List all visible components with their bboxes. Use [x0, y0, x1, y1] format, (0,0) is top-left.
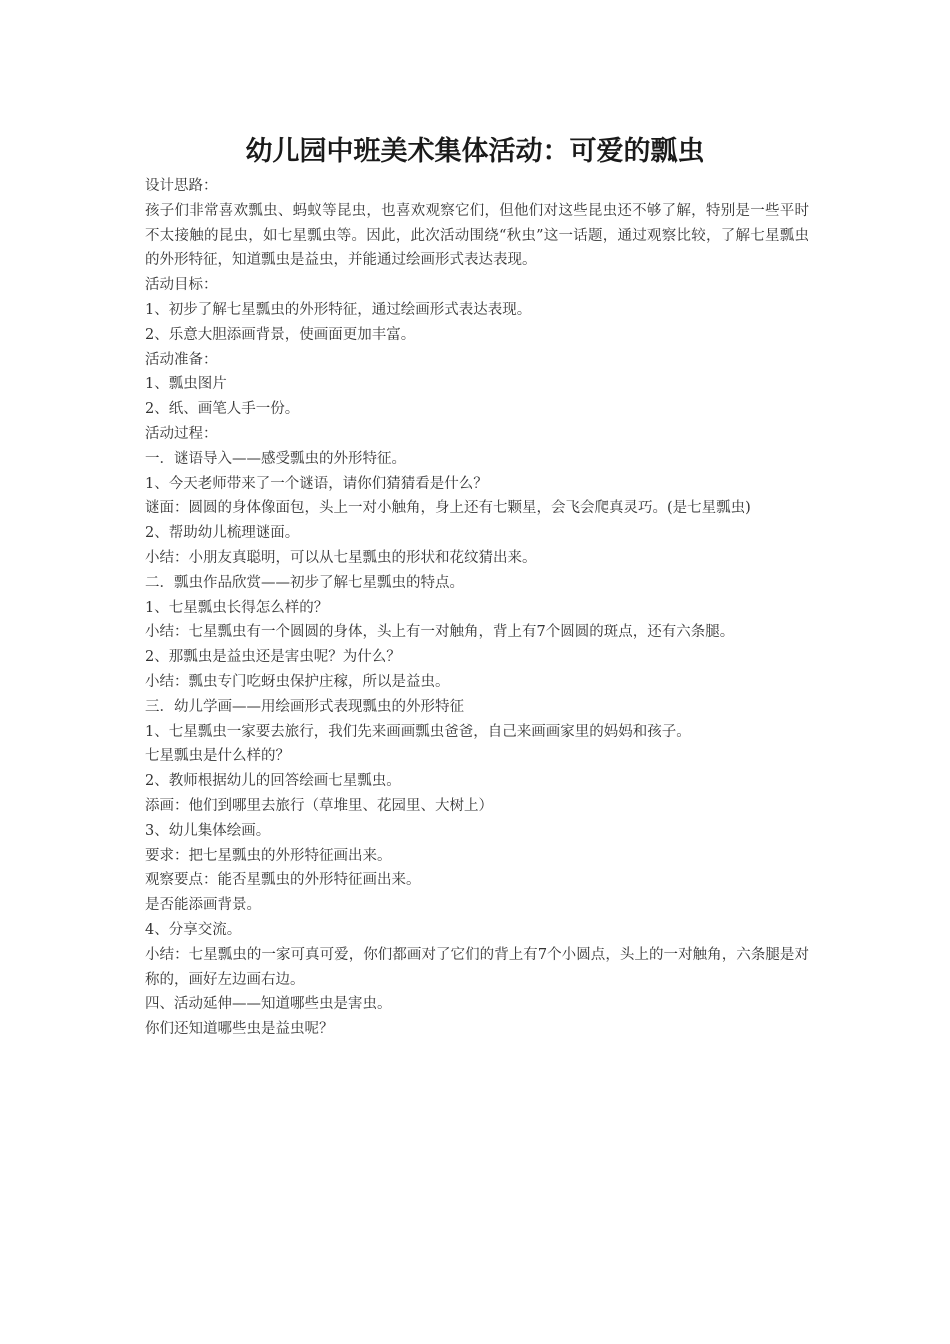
paragraph: 是否能添画背景。	[145, 897, 261, 914]
paragraph: 3、幼儿集体绘画。	[145, 822, 271, 839]
paragraph: 谜面：圆圆的身体像面包，头上一对小触角，身上还有七颗星，会飞会爬真灵巧。(是七星瓢虫)	[145, 500, 751, 517]
paragraph: 设计思路：	[145, 178, 218, 194]
paragraph: 2、帮助幼儿梳理谜面。	[145, 525, 300, 542]
paragraph: 你们还知道哪些虫是益虫呢？	[145, 1021, 334, 1038]
paragraph: 孩子们非常喜欢瓢虫、蚂蚁等昆虫，也喜欢观察它们，但他们对这些昆虫还不够了解，特别是一些平时不太接触的昆虫，如七星瓢虫等。因此，此次活动围绕“秋虫”这一话题，通过观察比较，了解七星瓢虫的外形特征，知道瓢虫是益虫，并能通过绘画形式表达表现。	[145, 202, 809, 269]
paragraph: 2、纸、画笔人手一份。	[145, 401, 300, 418]
paragraph: 添画：他们到哪里去旅行（草堆里、花园里、大树上）	[145, 797, 493, 814]
paragraph: 小结：小朋友真聪明，可以从七星瓢虫的形状和花纹猜出来。	[145, 549, 537, 566]
paragraph: 要求：把七星瓢虫的外形特征画出来。	[145, 847, 392, 864]
paragraph: 观察要点：能否星瓢虫的外形特征画出来。	[145, 872, 421, 889]
paragraph: 活动过程：	[145, 425, 218, 442]
paragraph: 4、分享交流。	[145, 921, 242, 938]
paragraph: 2、教师根据幼儿的回答绘画七星瓢虫。	[145, 773, 401, 790]
paragraph: 小结：七星瓢虫有一个圆圆的身体，头上有一对触角，背上有7个圆圆的斑点，还有六条腿。	[145, 624, 735, 641]
paragraph: 活动目标：	[145, 277, 218, 294]
paragraph: 一．谜语导入——感受瓢虫的外形特征。	[145, 450, 406, 467]
document-title: 幼儿园中班美术集体活动：可爱的瓢虫	[245, 136, 705, 167]
paragraph: 二．瓢虫作品欣赏——初步了解七星瓢虫的特点。	[145, 574, 464, 591]
paragraph: 活动准备：	[145, 351, 218, 368]
paragraph: 1、初步了解七星瓢虫的外形特征，通过绘画形式表达表现。	[145, 301, 532, 318]
document-body	[145, 174, 809, 1042]
paragraph: 1、七星瓢虫长得怎么样的？	[145, 599, 329, 616]
paragraph: 小结：瓢虫专门吃蚜虫保护庄稼，所以是益虫。	[145, 673, 450, 690]
paragraph: 1、瓢虫图片	[145, 376, 227, 393]
paragraph: 小结：七星瓢虫的一家可真可爱，你们都画对了它们的背上有7个小圆点，头上的一对触角，六条腿是对称的，画好左边画右边。	[145, 946, 809, 988]
paragraph: 2、乐意大胆添画背景，使画面更加丰富。	[145, 326, 416, 343]
paragraph: 七星瓢虫是什么样的？	[145, 748, 290, 765]
paragraph: 1、七星瓢虫一家要去旅行，我们先来画画瓢虫爸爸，自己来画画家里的妈妈和孩子。	[145, 723, 691, 740]
paragraph: 三．幼儿学画——用绘画形式表现瓢虫的外形特征	[145, 698, 464, 715]
paragraph: 2、那瓢虫是益虫还是害虫呢？为什么？	[145, 649, 401, 666]
paragraph: 1、今天老师带来了一个谜语，请你们猜猜看是什么？	[145, 475, 488, 492]
paragraph: 四、活动延伸——知道哪些虫是害虫。	[145, 996, 392, 1013]
